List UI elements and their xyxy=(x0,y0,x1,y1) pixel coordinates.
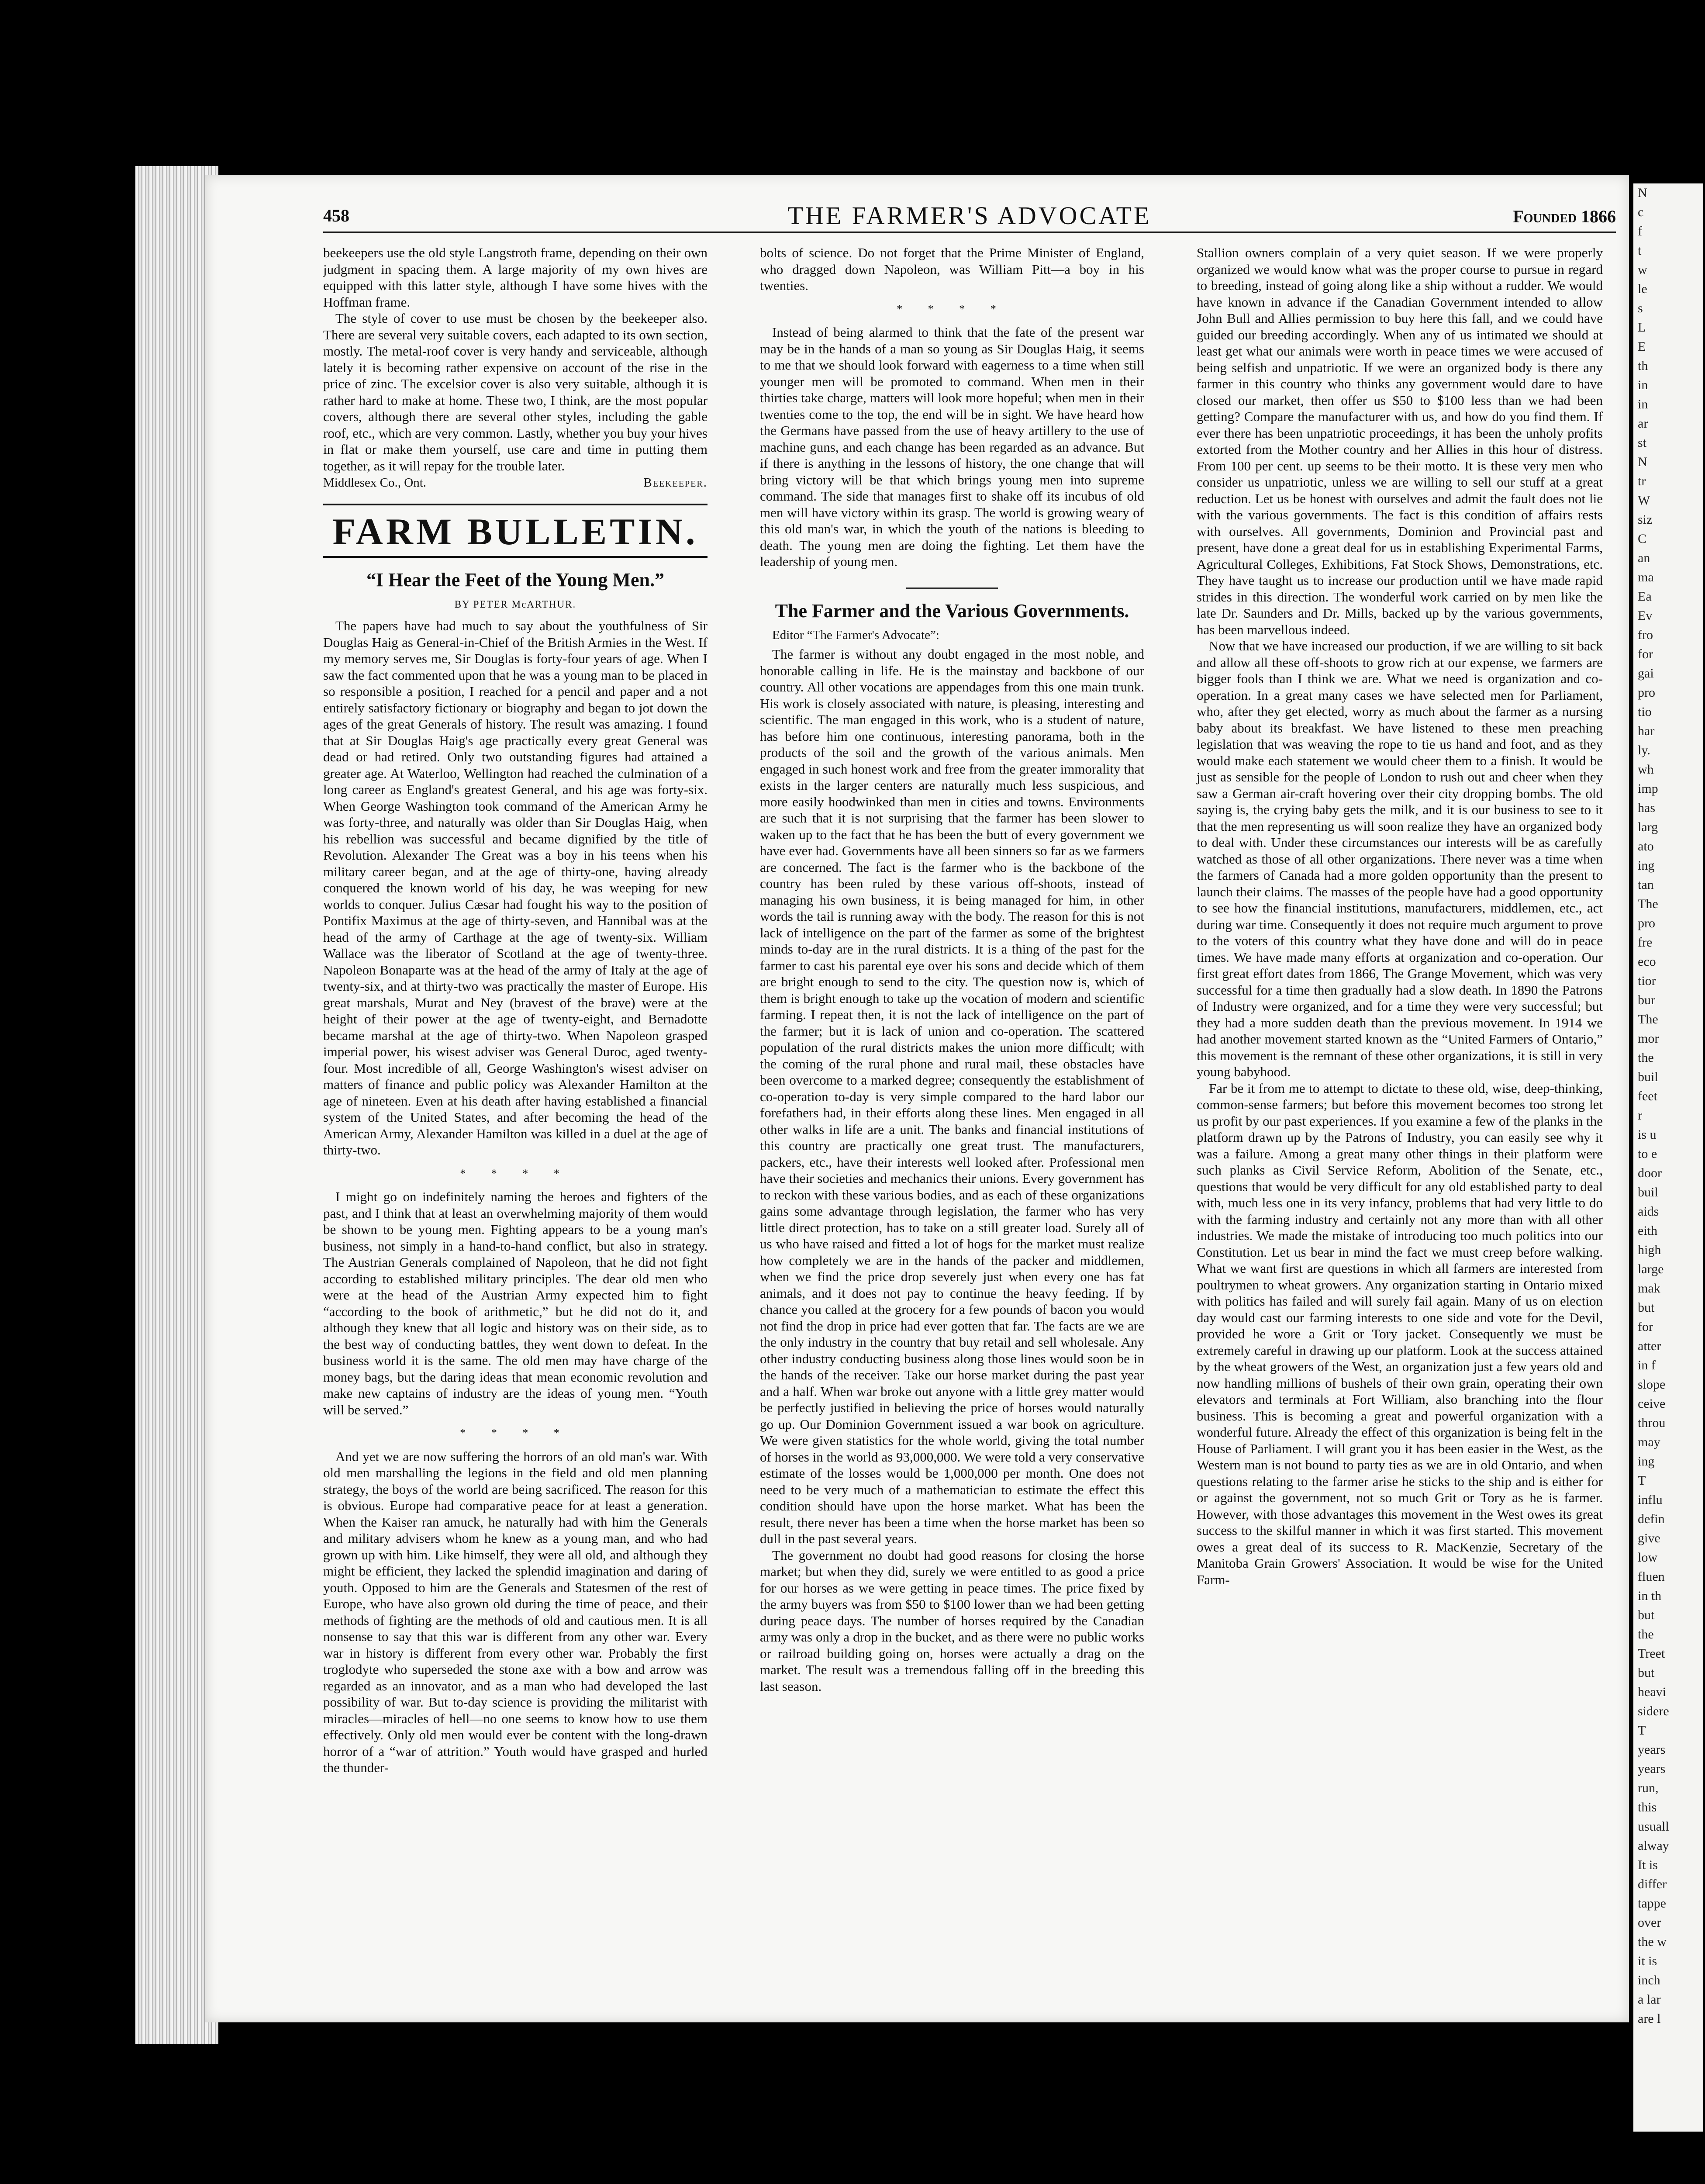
adjacent-page-fragment: ing xyxy=(1638,1454,1655,1469)
adjacent-page-fragment: differ xyxy=(1638,1877,1667,1891)
adjacent-page-fragment: r xyxy=(1638,1108,1642,1123)
adjacent-page-fragment: t xyxy=(1638,243,1642,258)
adjacent-page-fragment: ato xyxy=(1638,839,1654,854)
adjacent-page-fragment: wh xyxy=(1638,762,1654,777)
article-paragraph: The papers have had much to say about the youthfulness of Sir Douglas Haig as General-in-Chief of the British Armies in the West. If my memory serves me, Sir Douglas is forty-four years of age. When I saw the fact commented upon that he was a young man to be placed in so responsible a position, I reached for a pencil and paper and a not entirely satisfactory fictionary or biography and began to jot down the ages of the great Generals of history. The result was amazing. I found that at Sir Douglas Haig's age practically every great General was dead or had retired. Only two outstanding figures had attained a greater age. At Waterloo, Wellington had reached the culmination of a long career as England's greatest General, and his age was forty-six. When George Washington took command of the American Army he was forty-three, and naturally was older than Sir Douglas Haig, when his rebellion was successful and became dignified by the title of Revolution. Alexander The Great was a boy in his teens when his military career began, and at the age of thirty-one, having already conquered the known world of his day, he was weeping for new worlds to conquer. Julius Cæsar had fought his way to the position of Pontifix Maximus at the age of thirty-seven, and Hannibal was at the head of the army of Carthage at the age of twenty-six. William Wallace was the liberator of Scotland at the age of twenty-three. Napoleon Bonaparte was at the head of the army of Italy at the age of twenty-six, and at thirty-two was practically the master of Europe. His great marshals, Murat and Ney (bravest of the brave) were at the height of their power at the age of twenty-eight, and Bernadotte became marshal at the age of thirty-two. When Napoleon grasped imperial power, his wisest adviser was General Duroc, aged twenty-four. Most incredible of all, George Washington's wisest adviser on matters of finance and public policy was Alexander Hamilton at the age of nineteen. Even at his death after having established a financial system of the United States, and after becoming the head of the American Army, Alexander Hamilton was killed in a duel at the age of thirty-two. xyxy=(323,618,708,1158)
adjacent-page-strip xyxy=(1633,183,1703,2132)
column-1 xyxy=(323,245,708,1776)
page-number: 458 xyxy=(323,206,349,225)
adjacent-page-fragment: tior xyxy=(1638,974,1656,988)
adjacent-page-fragment: pro xyxy=(1638,916,1655,930)
adjacent-page-fragment: to e xyxy=(1638,1147,1657,1161)
adjacent-page-fragment: C xyxy=(1638,532,1647,546)
article-paragraph: Far be it from me to attempt to dictate to these old, wise, deep-thinking, common-sense farmers; but before this movement becomes too strong let us profit by our past experiences. If you examine a few of the planks in the platform drawn up by the Patrons of Industry, you can easily see why it was a failure. Among a great many other things in their platform were such planks as Civil Service Reform, Abolition of the Senate, etc., questions that would be very difficult for any old established party to deal with, much less one in its very infancy, problems that had very little to do with the farming industry and certainly not any more than with all other industries. We made the mistake of introducing too much politics into our Constitution. Let us bear in mind the fact we must creep before walking. What we want first are questions in which all farmers are interested from poultrymen to wheat growers. Any organization starting in Ontario mixed with politics has failed and will surely fail again. Many of us on election day would cast our farming interests to one side and vote for the Devil, provided he wore a Grit or Tory jacket. Consequently we must be extremely careful in drawing up our platform. Look at the success attained by the wheat growers of the West, an organization just a few years old and now handling millions of bushels of their own grain, operating their own elevators and terminals at Fort William, also branching into the flour business. This is becoming a great and powerful organization with a wonderful future. Already the effect of this organization is being felt in the House of Parliament. I will grant you it has been easier in the West, as the Western man is not bound to party ties as we are in old Ontario, and when questions relating to the farmer arise he sticks to the ship and is either for or against the government, not so much Grit or Tory as he is farmer. However, with those advantages this movement in the West owes its great success to the skilful manner in which it was first started. This movement owes a great deal of its success to R. MacKenzie, Secretary of the Manitoba Grain Growers' Association. It would be wise for the United Farm- xyxy=(1197,1080,1603,1587)
adjacent-page-fragment: ly. xyxy=(1638,743,1650,757)
adjacent-page-fragment: Ea xyxy=(1638,589,1652,604)
column-3 xyxy=(1197,245,1603,1588)
adjacent-page-fragment: The xyxy=(1638,897,1658,911)
adjacent-page-fragment: has xyxy=(1638,801,1655,815)
beekeeping-paragraph: The style of cover to use must be chosen by the beekeeper also. There are several very suitable covers, each adapted to its own section, mostly. The metal-roof cover is very handy and serviceable, although lately it is becoming rather expensive on account of the rise in the price of zinc. The excelsior cover is also very suitable, although it is rather hard to make at home. These two, I think, are the most popular covers, although there are several other styles, including the gable roof, etc., which are very common. Lastly, whether you buy your hives in flat or make them yourself, use care and time in putting them together, as it will repay for the trouble later. xyxy=(323,311,708,473)
adjacent-page-fragment: siz xyxy=(1638,512,1653,527)
article-paragraph: bolts of science. Do not forget that the Prime Minister of England, who dragged down Napoleon, was William Pitt—a boy in his twenties. xyxy=(760,245,1144,293)
adjacent-page-fragment: alway xyxy=(1638,1838,1669,1853)
adjacent-page-fragment: N xyxy=(1638,186,1647,200)
adjacent-page-fragment: L xyxy=(1638,320,1646,335)
adjacent-page-fragment: c xyxy=(1638,205,1644,219)
adjacent-page-fragment: It is xyxy=(1638,1858,1658,1872)
adjacent-page-fragment: run, xyxy=(1638,1781,1659,1795)
adjacent-page-fragment: this xyxy=(1638,1800,1657,1814)
adjacent-page-fragment: low xyxy=(1638,1550,1657,1565)
adjacent-page-fragment: throu xyxy=(1638,1416,1666,1430)
adjacent-page-fragment: high xyxy=(1638,1243,1661,1257)
adjacent-page-fragment: mor xyxy=(1638,1031,1659,1046)
adjacent-page-fragment: eco xyxy=(1638,954,1656,969)
beekeeping-signature: Beekeeper. xyxy=(643,476,708,490)
adjacent-page-fragment: aids xyxy=(1638,1204,1659,1219)
adjacent-page-fragment: atter xyxy=(1638,1339,1661,1353)
adjacent-page-fragment: Ev xyxy=(1638,608,1653,623)
adjacent-page-fragment: are l xyxy=(1638,2011,1661,2026)
adjacent-page-fragment: years xyxy=(1638,1762,1666,1776)
adjacent-page-fragment: Treet xyxy=(1638,1646,1665,1661)
beekeeping-paragraph: beekeepers use the old style Langstroth frame, depending on their own judgment in spacing them. A large majority of my own hives are equipped with this latter style, although I have some hives with the Hoffman frame. xyxy=(323,245,708,310)
adjacent-page-fragment: feet xyxy=(1638,1089,1657,1103)
adjacent-page-fragment: th xyxy=(1638,359,1648,373)
adjacent-page-fragment: door xyxy=(1638,1166,1662,1180)
adjacent-page-fragment: in xyxy=(1638,397,1648,411)
adjacent-page-fragment: but xyxy=(1638,1300,1655,1315)
adjacent-page-fragment: is u xyxy=(1638,1127,1657,1142)
adjacent-page-fragment: tio xyxy=(1638,705,1652,719)
beekeeping-place: Middlesex Co., Ont. xyxy=(323,476,427,490)
adjacent-page-fragment: but xyxy=(1638,1666,1655,1680)
adjacent-page-fragment: in xyxy=(1638,378,1648,392)
farm-bulletin-banner: FARM BULLETIN. xyxy=(323,504,708,558)
article-paragraph: The government no doubt had good reasons for closing the horse market; but when they did, surely we were entitled to as good a price for our horses as we were getting in peace times. The price fixed by the army buyers was from $50 to $100 lower than we had been getting during peace days. The number of horses required by the Canadian army was only a drop in the bucket, and as there were no public works or railroad building going on, horses were actually a drag on the market. The result was a tremendous falling off in the breeding this last season. xyxy=(760,1547,1144,1694)
article-paragraph: And yet we are now suffering the horrors of an old man's war. With old men marshalling the legions in the field and old men planning strategy, the boys of the world are being sacrificed. The reason for this is obvious. Europe had comparative peace for at least a generation. When the Kaiser ran amuck, he naturally had with him the Generals and military advisers whom he knew as a young man, and who had grown up with him. Like himself, they were all old, and although they might be efficient, they lacked the splendid imagination and daring of youth. Opposed to him are the Generals and Statesmen of the rest of Europe, who have also grown old during the time of peace, and their methods of fighting are the methods of old and cautious men. It is all nonsense to say that this war is different from any other war. Every war in history is different from every other war. Probably the first troglodyte who superseded the stone axe with a bow and arrow was regarded as an innovator, and as a man who had developed the last possibility of war. But to-day science is providing the militarist with miracles—miracles of hell—no one seems to know how to use them effectively. Only old men would ever be content with the long-drawn horror of a “war of attrition.” Youth would have grasped and hurled the thunder- xyxy=(323,1448,708,1775)
column-2 xyxy=(760,245,1144,1694)
article-divider xyxy=(906,587,998,589)
adjacent-page-fragment: ing xyxy=(1638,858,1655,873)
adjacent-page-fragment: ar xyxy=(1638,416,1648,431)
page-header xyxy=(323,201,1616,233)
section-stars: * * * * xyxy=(897,302,1008,315)
adjacent-page-fragment: defin xyxy=(1638,1512,1665,1526)
adjacent-page-fragment: W xyxy=(1638,493,1650,508)
adjacent-page-fragment: gai xyxy=(1638,666,1654,681)
adjacent-page-fragment: may xyxy=(1638,1435,1660,1449)
adjacent-page-fragment: N xyxy=(1638,455,1647,469)
adjacent-page-fragment: buil xyxy=(1638,1185,1658,1199)
article-paragraph: Now that we have increased our production, if we are willing to sit back and allow all these off-shoots to grow rich at our expense, we farmers are bigger fools than I think we are. What we need is organization and co-operation. In a great many cases we have selected men for Parliament, who, after they get elected, worry as much about the farmer as a nursing baby about its breakfast. We have listened to these men preaching legislation that was weaving the rope to tie us hand and foot, and as they would make each statement we would cheer them to a finish. It would be just as sensible for the people of London to rush out and cheer when they saw a German air-craft hovering over their city dropping bombs. The old saying is, the crying baby gets the milk, and it is our business to see to it that the men representing us will soon realize they have an organized body to deal with. Under these circumstances our interests will be as carefully watched as those of all other organizations. There never was a time when the farmers of Canada had a more golden opportunity than the present to launch their claims. The masses of the people have had a good opportunity to see how the financial institutions, manufacturers, middlemen, etc., act during war time. Consequently it does not require much argument to prove to the voters of this country what they have done and will do in peace times. We have made many efforts at organization and co-operation. Our first great effort dates from 1866, The Grange Movement, which was very successful for a time then gradually had a slow death. In 1890 the Patrons of Industry were organized, and for a time they were very successful; but they had a more sudden death than the previous movement. In 1914 we had another movement started known as the “United Farmers of Ontario,” this movement is the remnant of these other organizations, it is still in very young babyhood. xyxy=(1197,638,1603,1079)
adjacent-page-fragment: usuall xyxy=(1638,1819,1669,1834)
adjacent-page-fragment: The xyxy=(1638,1012,1658,1026)
adjacent-page-fragment: st xyxy=(1638,435,1647,450)
adjacent-page-fragment: slope xyxy=(1638,1377,1666,1392)
newspaper-page xyxy=(205,175,1629,2022)
adjacent-page-fragment: in th xyxy=(1638,1589,1662,1603)
adjacent-page-fragment: heavi xyxy=(1638,1685,1666,1699)
adjacent-page-fragment: s xyxy=(1638,301,1643,315)
adjacent-page-fragment: T xyxy=(1638,1723,1646,1738)
masthead-title: THE FARMER'S ADVOCATE xyxy=(787,201,1152,230)
adjacent-page-fragment: years xyxy=(1638,1742,1666,1757)
adjacent-page-fragment: a lar xyxy=(1638,1992,1661,2007)
adjacent-page-fragment: tan xyxy=(1638,878,1654,892)
adjacent-page-fragment: E xyxy=(1638,339,1646,354)
adjacent-page-fragment: inch xyxy=(1638,1973,1660,1987)
adjacent-page-fragment: it is xyxy=(1638,1954,1657,1968)
adjacent-page-fragment: ma xyxy=(1638,570,1654,584)
adjacent-page-fragment: T xyxy=(1638,1473,1646,1488)
article-paragraph: Instead of being alarmed to think that the fate of the present war may be in the hands of a man so young as Sir Douglas Haig, it seems to me that we should look forward with eagerness to a time when still younger men will be promoted to command. When men in their thirties take charge, matters will look more hopeful; when men in their twenties come to the top, the end will be in sight. We have heard how the Germans have passed from the use of heavy artillery to the use of machine guns, and each change has been regarded as an advance. But if there is anything in the lessons of history, the one change that will bring victory will be that which brings young men into supreme command. The side that manages first to shake off its incubus of old men will have victory within its grasp. The world is growing weary of this old man's war, in which the youth of the nations is bleeding to death. The young men are doing the fighting. Let them have the leadership of young men. xyxy=(760,325,1144,569)
beekeeping-signature-row xyxy=(323,475,708,491)
adjacent-page-fragment: le xyxy=(1638,282,1647,296)
article-paragraph: Stallion owners complain of a very quiet season. If we were properly organized we would know what was the proper course to pursue in regard to breeding, instead of going along like a ship without a rudder. We would have known in advance if the Canadian Government intended to allow John Bull and Allies permission to buy here this fall, and we could have guided our breeding accordingly. When any of us intimated we should at least get what our animals were worth in peace times we were accused of being selfish and unpatriotic. If we were an organized body is there any farmer in this country who thinks any government would dare to have closed our market, then offer us $50 to $100 less than we had been getting? Compare the manufacturer with us, and how do you find them. If ever there has been unpatriotic proceedings, it has been the unholy profits extorted from the Mother country and her Allies in this hour of distress. From 100 per cent. up seems to be their motto. It is these very men who consider us unpatriotic, unless we are willing to sell our stuff at a great reduction. Let us be honest with ourselves and admit the fault does not lie with the various governments. The fact is this condition of affairs rests with ourselves. All governments, Dominion and Provincial past and present, have done a great deal for us in establishing Experimental Farms, Agricultural Colleges, Exhibitions, Fat Stock Shows, Demonstrations, etc. They have taught us to increase our production until we have made rapid strides in this direction. The wonderful work carried on by men like the late Dr. Saunders and Dr. Mills, backed up by the various governments, has been marvellous indeed. xyxy=(1197,245,1603,637)
founded-note: Founded 1866 xyxy=(1513,207,1616,226)
adjacent-page-fragment: in f xyxy=(1638,1358,1656,1372)
adjacent-page-fragment: give xyxy=(1638,1531,1660,1545)
adjacent-page-fragment: but xyxy=(1638,1608,1655,1622)
adjacent-page-fragment: over xyxy=(1638,1915,1661,1930)
adjacent-page-fragment: the xyxy=(1638,1051,1654,1065)
article-title: “I Hear the Feet of the Young Men.” xyxy=(366,569,664,591)
article-paragraph: The farmer is without any doubt engaged in the most noble, and honorable calling in life. He is the mainstay and backbone of our country. All other vocations are appendages from this one main trunk. His work is closely associated with nature, is pleasing, interesting and scientific. The man engaged in this work, who is a student of nature, has before him one continuous, interesting panorama, both in the products of the soil and the growth of the various animals. Men engaged in such honest work and free from the greater immorality that exists in the larger centers are naturally much less suspicious, and more easily hoodwinked than men in cities and towns. Environments are such that it is not surprising that the farmer has been slower to waken up to the fact that he has been the butt of every government we have ever had. Governments have all been sinners so far as we farmers are concerned. The fact is the farmer who is the backbone of the country has been ruled by these various off-shoots, instead of managing his own business, it is being managed for him, in other words the tail is running away with the body. The reason for this is not lack of intelligence on the part of the farmer as some of the brightest minds to-day are in the rural districts. It is a thing of the past for the farmer to cast his parental eye over his sons and decide which of them are bright enough to send to the city. The question now is, which of them is bright enough to take up the vocation of modern and scientific farming. I repeat then, it is not the lack of intelligence on the part of the farmer; but it is lack of union and co-operation. The scattered population of the rural districts makes the union more difficult; with the coming of the rural phone and rural mail, these obstacles have been overcome to a marked degree; consequently the establishment of co-operation to-day is very simple compared to the hard labor our forefathers had, in their efforts along these lines. Men engaged in all other walks in life are a unit. The banks and financial institutions of this country are practically one great trust. The manufacturers, packers, etc., have their interests well looked after. Professional men have their societies and mechanics their unions. Every government has to reckon with these various bodies, and as each of these organizations gains some advantage through legislation, the farmer who has very little direct protection, has to take on a still greater load. Surely all of us who have raised and fitted a lot of hogs for the market must realize how completely we are in the hands of the packer and middlemen, when we find the price drop severely just when every one has fat animals, and it does not pay to continue the heavy feeding. If by chance you called at the grocery for a few pounds of bacon you would not find the drop in price had ever gotten that far. The facts are we are the only industry in the country that buy retail and sell wholesale. Any other industry conducting business along those lines would soon be in the hands of the receiver. Take our horse market during the past year and a half. When war broke out anyone with a little grey matter would be perfectly justified in believing the price of horses would naturally go up. Our Dominion Government issued a war book on agriculture. We were given statistics for the whole world, giving the total number of horses in the world as 93,000,000. We were told a very conservative estimate of the losses would be 1,000,000 per month. One does not need to be very much of a mathematician to estimate the effect this condition should have upon the horse market. What has been the result, there never has been a time when the horse market has been so dull in the past several years. xyxy=(760,646,1144,1546)
article-byline: BY PETER McARTHUR. xyxy=(454,598,576,610)
adjacent-page-fragment: imp xyxy=(1638,781,1658,796)
adjacent-page-fragment: bur xyxy=(1638,993,1655,1007)
adjacent-page-fragment: mak xyxy=(1638,1281,1660,1296)
adjacent-page-fragment: the w xyxy=(1638,1935,1667,1949)
adjacent-page-fragment: har xyxy=(1638,724,1655,738)
adjacent-page-fragment: tappe xyxy=(1638,1896,1666,1911)
adjacent-page-fragment: sidere xyxy=(1638,1704,1669,1718)
adjacent-page-fragment: pro xyxy=(1638,685,1655,700)
article-paragraph: I might go on indefinitely naming the heroes and fighters of the past, and I think that at least an overwhelming majority of them would be shown to be young men. Fighting appears to be a young man's business, not simply in a hand-to-hand conflict, but also in strategy. The Austrian Generals complained of Napoleon, that he did not fight according to established military principles. The dear old men who were at the head of the Austrian Army expected him to fight “according to the book of arithmetic,” but he did not do it, and although they knew that all logic and history was on their side, as to the best way of conducting battles, they went down to defeat. In the business world it is the same. The old men may have charge of the money bags, but the daring ideas that mean economic revolution and make new captains of industry are the ideas of young men. “Youth will be served.” xyxy=(323,1189,708,1417)
adjacent-page-fragment: tr xyxy=(1638,474,1646,488)
adjacent-page-fragment: ceive xyxy=(1638,1396,1666,1411)
adjacent-page-fragment: fluen xyxy=(1638,1569,1665,1584)
adjacent-page-fragment: w xyxy=(1638,263,1647,277)
section-stars: * * * * xyxy=(460,1167,571,1180)
adjacent-page-fragment: influ xyxy=(1638,1493,1663,1507)
adjacent-page-fragment: buil xyxy=(1638,1070,1658,1084)
adjacent-page-fragment: larg xyxy=(1638,820,1658,834)
adjacent-page-fragment: the xyxy=(1638,1627,1654,1641)
adjacent-page-fragment: large xyxy=(1638,1262,1664,1276)
adjacent-page-fragment: an xyxy=(1638,551,1650,565)
editor-salutation: Editor “The Farmer's Advocate”: xyxy=(772,628,939,642)
section-stars: * * * * xyxy=(460,1427,571,1439)
adjacent-page-fragment: for xyxy=(1638,647,1653,661)
adjacent-page-fragment: eith xyxy=(1638,1223,1657,1238)
adjacent-page-fragment: for xyxy=(1638,1320,1653,1334)
adjacent-page-fragment: f xyxy=(1638,224,1642,238)
article-title: The Farmer and the Various Governments. xyxy=(775,600,1129,622)
adjacent-page-fragment: fro xyxy=(1638,628,1653,642)
adjacent-page-fragment: fre xyxy=(1638,935,1653,950)
